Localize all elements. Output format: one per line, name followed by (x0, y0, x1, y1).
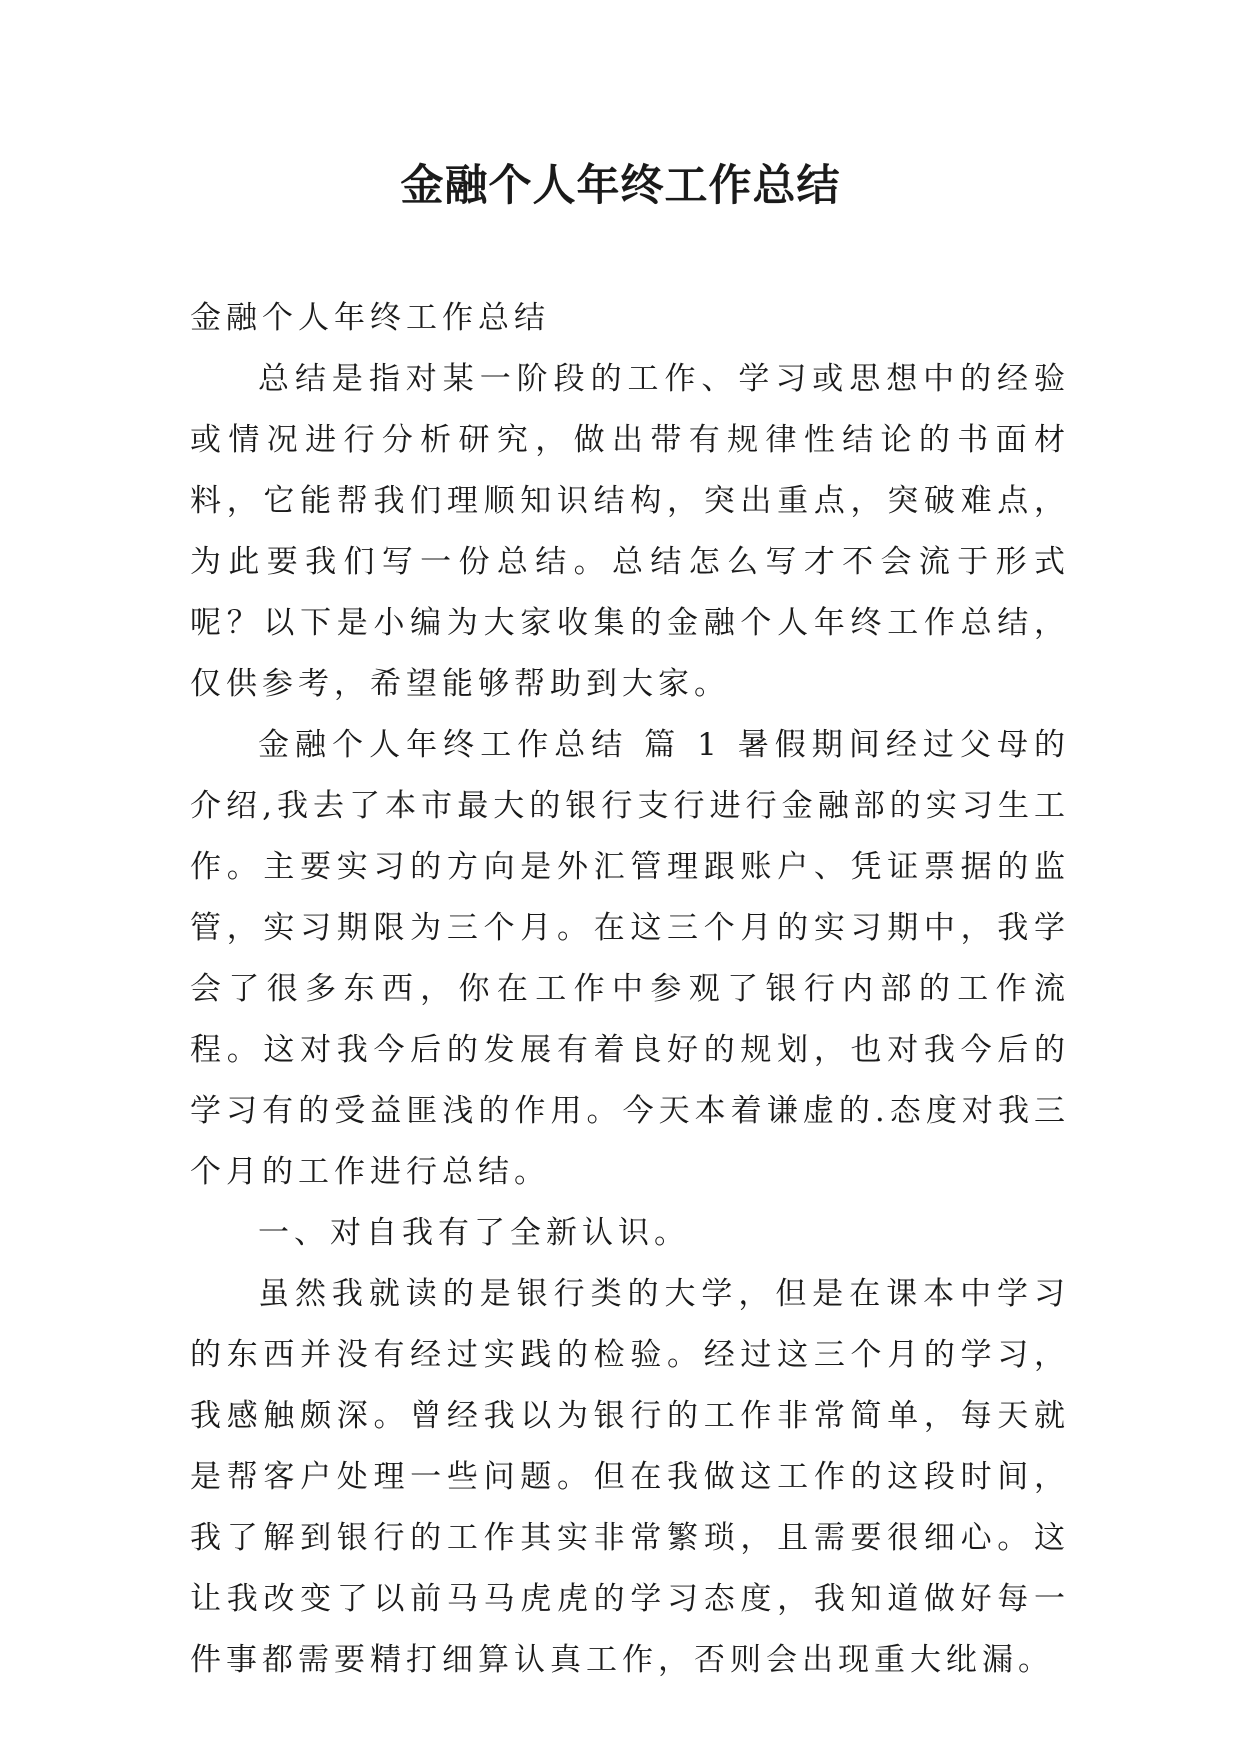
document-title: 金融个人年终工作总结 (400, 161, 841, 211)
subtitle-paragraph: 金融个人年终工作总结 (190, 300, 550, 336)
heading-paragraph: 一、对自我有了全新认识。 (258, 1215, 690, 1251)
document-body (190, 288, 1070, 1691)
body-paragraph: 虽然我就读的是银行类的大学，但是在课本中学习的东西并没有经过实践的检验。经过这三个月的学习，我感触颇深。曾经我以为银行的工作非常简单，每天就是帮客户处理一些问题。但在我做这工作的这段时间，我了解到银行的工作其实非常繁琐，且需要很细心。这让我改变了以前马马虎虎的学习态度，我知道做好每一件事都需要精打细算认真工作，否则会出现重大纰漏。 (190, 1276, 1070, 1678)
section-1-paragraph: 金融个人年终工作总结 篇 1 暑假期间经过父母的介绍,我去了本市最大的银行支行进行金融部的实习生工作。主要实习的方向是外汇管理跟账户、凭证票据的监管，实习期限为三个月。在这三个月的实习期中，我学会了很多东西，你在工作中参观了银行内部的工作流程。这对我今后的发展有着良好的规划，也对我今后的学习有的受益匪浅的作用。今天本着谦虚的.态度对我三个月的工作进行总结。 (190, 727, 1070, 1190)
intro-paragraph: 总结是指对某一阶段的工作、学习或思想中的经验或情况进行分析研究，做出带有规律性结论的书面材料，它能帮我们理顺知识结构，突出重点，突破难点，为此要我们写一份总结。总结怎么写才不会流于形式呢？以下是小编为大家收集的金融个人年终工作总结，仅供参考，希望能够帮助到大家。 (190, 361, 1070, 702)
